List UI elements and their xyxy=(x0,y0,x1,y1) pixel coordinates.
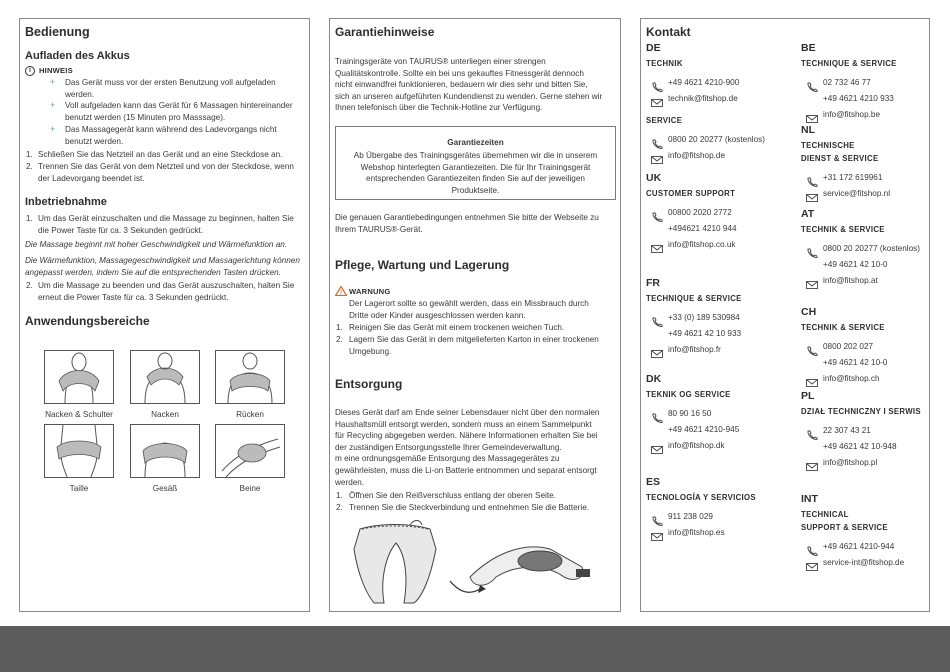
startup-note: Die Massage beginnt mit hoher Geschwindigkeit und Wärmefunktion an. xyxy=(25,240,288,249)
contact-email[interactable]: info@fitshop.de xyxy=(668,151,726,160)
illustration-buttocks xyxy=(130,424,200,478)
contact-email[interactable]: info@fitshop.ch xyxy=(823,374,880,383)
contact-phone: +33 (0) 189 530984 xyxy=(668,313,740,322)
mail-icon xyxy=(651,241,663,251)
heading-charging: Aufladen des Akkus xyxy=(25,50,130,62)
illustration-neck xyxy=(130,350,200,404)
illustration-waist xyxy=(44,424,114,478)
step-text: Umgebung. xyxy=(349,346,392,356)
illustration-back xyxy=(215,350,285,404)
contact-group-label: CUSTOMER SUPPORT xyxy=(646,189,736,198)
contact-email[interactable]: info@fitshop.fr xyxy=(668,345,721,354)
country-code-int: INT xyxy=(801,493,818,505)
bullet-plus-icon: + xyxy=(50,124,56,134)
hint-line: benutzt werden. xyxy=(65,136,124,146)
step-number: 2. xyxy=(26,162,33,171)
section-title-contact: Kontakt xyxy=(646,25,691,39)
phone-icon xyxy=(806,245,818,255)
disposal-line: Haushaltsmüll entsorgt werden, sondern muss an einem Sammelpunkt xyxy=(335,419,592,429)
warranty-box-title: Garantiezeiten xyxy=(447,138,504,147)
warning-line: Dritte oder Kinder ausgeschlossen werden kann. xyxy=(349,310,526,320)
contact-phone: 02 732 46 77 xyxy=(823,78,871,87)
startup-note: angepasst werden, indem Sie auf die entsprechenden Tasten drücken. xyxy=(25,267,281,277)
contact-email[interactable]: info@fitshop.pl xyxy=(823,458,878,467)
country-code-dk: DK xyxy=(646,373,662,385)
bullet-plus-icon: + xyxy=(50,77,56,87)
phone-icon xyxy=(651,314,663,324)
section-title-operation: Bedienung xyxy=(25,25,90,39)
contact-email[interactable]: info@fitshop.be xyxy=(823,110,881,119)
contact-phone: 80 90 16 50 xyxy=(668,409,712,418)
step-text: Um das Gerät einzuschalten und die Massage zu beginnen, halten Sie xyxy=(38,214,294,223)
contact-group-label: TECHNIK xyxy=(646,59,683,68)
country-code-uk: UK xyxy=(646,172,662,184)
country-code-pl: PL xyxy=(801,390,815,402)
phone-icon xyxy=(651,513,663,523)
warranty-after-line: Die genauen Garantiebedingungen entnehmen Sie bitte der Webseite zu xyxy=(335,213,599,222)
mail-icon xyxy=(651,529,663,539)
phone-icon xyxy=(806,427,818,437)
country-code-fr: FR xyxy=(646,277,660,289)
contact-phone: +49 4621 4210-944 xyxy=(823,542,895,551)
area-label: Beine xyxy=(239,484,261,493)
warranty-line: nicht einwandfrei funktionieren, bedauern wir dies sehr und bitten Sie, xyxy=(335,80,588,90)
disposal-line: m eine ordnungsgemäße Entsorgung des Massagegerätes zu xyxy=(335,454,560,464)
contact-group-label: TECHNIK & SERVICE xyxy=(801,225,885,234)
step-text: Öffnen Sie den Reißverschluss entlang der oberen Seite. xyxy=(349,491,556,500)
contact-phone: +49 4621 4210 933 xyxy=(823,94,894,103)
operation-panel xyxy=(19,18,310,612)
contact-email[interactable]: info@fitshop.dk xyxy=(668,441,725,450)
warranty-period-box xyxy=(335,126,616,200)
warranty-box-line: entsprechenden Garantiezeiten finden Sie auf der jeweiligen xyxy=(366,174,585,184)
phone-icon xyxy=(806,174,818,184)
hint-line: Voll aufgeladen kann das Gerät für 6 Massagen hintereinander xyxy=(65,101,293,110)
hint-line: werden. xyxy=(65,89,95,99)
contact-group-label: TEKNIK OG SERVICE xyxy=(646,390,731,399)
contact-group-label: TECHNIQUE & SERVICE xyxy=(801,59,897,68)
mail-icon xyxy=(651,152,663,162)
step-number: 2. xyxy=(26,281,33,290)
warranty-line: Ihnen telefonisch über die Technik-Hotline zur Verfügung. xyxy=(335,103,543,113)
contact-phone: 0800 20 20277 (kostenlos) xyxy=(668,135,765,144)
country-code-ch: CH xyxy=(801,306,817,318)
mail-icon xyxy=(806,559,818,569)
contact-panel xyxy=(640,18,930,612)
warning-label: WARNUNG xyxy=(349,287,391,296)
country-code-nl: NL xyxy=(801,124,815,136)
contact-phone: +49 4621 42 10 933 xyxy=(668,329,742,338)
contact-email[interactable]: service@fitshop.nl xyxy=(823,189,891,198)
section-title-care: Pflege, Wartung und Lagerung xyxy=(335,258,510,272)
warranty-box-line: Ab Übergabe des Trainingsgerätes übernehmen wir die in unserem xyxy=(353,151,598,160)
mail-icon xyxy=(651,442,663,452)
contact-phone: +494621 4210 944 xyxy=(668,224,737,233)
step-text: die Power Taste für ca. 3 Sekunden gedrückt. xyxy=(38,225,204,235)
heading-areas: Anwendungsbereiche xyxy=(25,314,150,328)
contact-email[interactable]: info@fitshop.es xyxy=(668,528,725,537)
disposal-line: Dieses Gerät darf am Ende seiner Lebensdauer nicht über den normalen xyxy=(335,408,600,417)
step-text: Lagern Sie das Gerät in dem mitgelieferten Karton in einer trockenen xyxy=(349,335,599,344)
contact-group-label: TECNOLOGÍA Y SERVICIOS xyxy=(646,493,756,502)
step-number: 1. xyxy=(26,214,33,223)
illustration-legs xyxy=(215,424,285,478)
section-title-disposal: Entsorgung xyxy=(335,377,403,391)
contact-phone: +49 4621 4210-945 xyxy=(668,425,740,434)
mail-icon xyxy=(806,190,818,200)
warranty-line: Trainingsgeräte von TAURUS® unterliegen einer strengen xyxy=(335,57,546,66)
country-code-at: AT xyxy=(801,208,815,220)
area-label: Rücken xyxy=(236,410,264,419)
warranty-box-line: Produktseite. xyxy=(451,185,500,195)
contact-phone: 911 238 029 xyxy=(668,512,713,521)
startup-note: Die Wärmefunktion, Massagegeschwindigkeit und Massagerichtung können xyxy=(25,256,300,265)
contact-group-label: TECHNICAL SUPPORT & SERVICE xyxy=(801,510,888,532)
area-label: Taille xyxy=(69,484,89,493)
area-label: Nacken xyxy=(151,410,179,419)
contact-phone: 0800 20 20277 (kostenlos) xyxy=(823,244,920,253)
warranty-line: Qualitätskontrolle. Sollte ein bei uns gekauftes Fitnessgerät dennoch xyxy=(335,68,584,78)
mail-icon xyxy=(806,459,818,469)
phone-icon xyxy=(651,209,663,219)
contact-phone: +49 4621 42 10-948 xyxy=(823,442,897,451)
contact-phone: +49 4621 4210-900 xyxy=(668,78,740,87)
bullet-plus-icon: + xyxy=(50,100,56,110)
phone-icon xyxy=(651,410,663,420)
disposal-line: gewährleisten, muss die Li-on Batterie entnommen und separat entsorgt xyxy=(335,466,597,475)
mail-icon xyxy=(651,346,663,356)
mail-icon xyxy=(806,277,818,287)
step-text: erneut die Power Taste für ca. 3 Sekunden gedrückt. xyxy=(38,292,229,302)
disposal-line: werden. xyxy=(335,477,365,487)
phone-icon xyxy=(806,543,818,553)
country-code-be: BE xyxy=(801,42,816,54)
hint-label: HINWEIS xyxy=(39,66,73,75)
step-text: Um die Massage zu beenden und das Gerät auszuschalten, halten Sie xyxy=(38,281,295,290)
step-number: 2. xyxy=(336,335,343,344)
battery-removal-illustration xyxy=(350,519,605,607)
contact-email[interactable]: info@fitshop.at xyxy=(823,276,878,285)
info-icon: i xyxy=(25,66,35,76)
contact-phone: +49 4621 42 10-0 xyxy=(823,260,888,269)
step-text: Schließen Sie das Netzteil an das Gerät und an eine Steckdose an. xyxy=(38,150,283,159)
mail-icon xyxy=(806,111,818,121)
phone-icon xyxy=(806,79,818,89)
contact-phone: +49 4621 42 10-0 xyxy=(823,358,888,367)
step-text: Reinigen Sie das Gerät mit einem trockenen weichen Tuch. xyxy=(349,323,565,332)
heading-startup: Inbetriebnahme xyxy=(25,196,107,208)
step-text: Trennen Sie das Gerät von dem Netzteil und von der Steckdose, wenn xyxy=(38,162,294,171)
area-label: Gesäß xyxy=(152,484,178,493)
contact-email[interactable]: service-int@fitshop.de xyxy=(823,558,905,567)
step-text: Trennen Sie die Steckverbindung und entnehmen Sie die Batterie. xyxy=(349,503,590,512)
contact-group-label: TECHNISCHE DIENST & SERVICE xyxy=(801,141,879,163)
step-number: 1. xyxy=(26,150,33,159)
step-number: 1. xyxy=(336,491,343,500)
section-title-warranty: Garantiehinweise xyxy=(335,25,435,39)
phone-icon xyxy=(651,79,663,89)
phone-icon xyxy=(651,136,663,146)
svg-text:!: ! xyxy=(340,290,342,296)
contact-group-label: SERVICE xyxy=(646,116,683,125)
phone-icon xyxy=(806,343,818,353)
contact-phone: 00800 2020 2772 xyxy=(668,208,732,217)
contact-group-label: DZIAŁ TECHNICZNY I SERWIS xyxy=(801,407,921,416)
warranty-after-line: Ihrem TAURUS®-Gerät. xyxy=(335,224,423,234)
contact-phone: 0800 202 027 xyxy=(823,342,874,351)
contact-email[interactable]: info@fitshop.co.uk xyxy=(668,240,736,249)
step-number: 2. xyxy=(336,503,343,512)
illustration-neck-shoulder xyxy=(44,350,114,404)
contact-phone: +31 172 619961 xyxy=(823,173,883,182)
step-number: 1. xyxy=(336,323,343,332)
contact-group-label: TECHNIQUE & SERVICE xyxy=(646,294,742,303)
country-code-de: DE xyxy=(646,42,661,54)
area-label: Nacken & Schulter xyxy=(45,410,113,419)
country-code-es: ES xyxy=(646,476,661,488)
warranty-box-line: Webshop hinterlegten Garantiezeiten. Die für Ihr Trainingsgerät xyxy=(360,162,591,172)
footer-bar xyxy=(0,626,950,672)
disposal-line: für Recycling abgegeben werden. Nähere Informationen erhalten Sie bei xyxy=(335,431,598,441)
warranty-line: sich an unseren aufgeführten Kundendienst zu wenden. Gerne stehen wir xyxy=(335,91,603,101)
disposal-line: der zuständigen Entsorgungsstelle Ihrer Gemeindeverwaltung. xyxy=(335,442,562,452)
step-text: der Ladevorgang beendet ist. xyxy=(38,173,145,183)
contact-email[interactable]: technik@fitshop.de xyxy=(668,94,738,103)
mail-icon xyxy=(651,95,663,105)
warning-line: Der Lagerort sollte so gewählt werden, dass ein Missbrauch durch xyxy=(349,299,589,308)
mail-icon xyxy=(806,375,818,385)
contact-phone: 22 307 43 21 xyxy=(823,426,871,435)
contact-group-label: TECHNIK & SERVICE xyxy=(801,323,885,332)
hint-line: benutzt werden (15 Minuten pro Masssage). xyxy=(65,112,226,122)
hint-line: Das Massagegerät kann während des Ladevorgangs nicht xyxy=(65,125,277,134)
hint-line: Das Gerät muss vor der ersten Benutzung voll aufgeladen xyxy=(65,78,276,87)
warning-icon xyxy=(335,286,347,296)
warranty-panel xyxy=(329,18,621,612)
